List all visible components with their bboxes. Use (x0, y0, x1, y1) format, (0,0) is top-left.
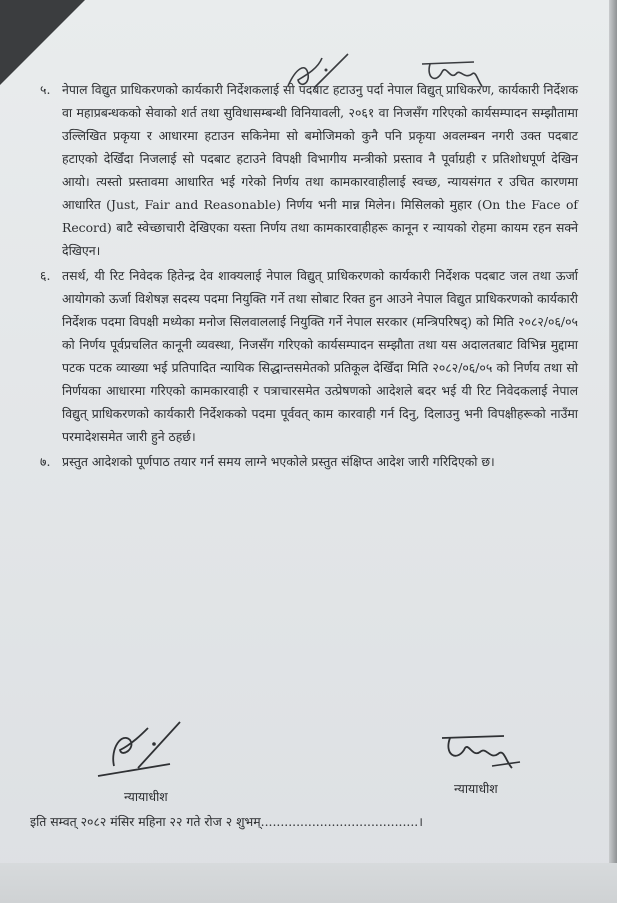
paragraph-7 (40, 450, 578, 473)
closing-line: इति सम्वत् २०८२ मंसिर महिना २२ गते रोज २ शुभम्........................................। (30, 814, 423, 829)
left-judge-label: न्यायाधीश (124, 789, 168, 804)
paragraph-number: ५. (40, 82, 51, 97)
right-judge-signature (438, 728, 528, 784)
paragraph-text: नेपाल विद्युत प्राधिकरणको कार्यकारी निर्देशकलाई सो पदबाट हटाउनु पर्दा नेपाल विद्युत् प्राधिकरण, कार्यकारी निर्देशक वा महाप्रबन्धकको सेवाको शर्त तथा सुविधासम्बन्धी विनियावली, २०६१ वा निजसँग गरिएको कार्यसम्पादन सम्झौतामा उल्लिखित प्रकृया र आधारमा हटाउन सकिनेमा सो बमोजिमको कुनै पनि प्रकृया अवलम्बन नगरी उक्त पदबाट हटाएको देखिँदा निजलाई सो पदबाट हटाउने विपक्षी विभागीय मन्त्रीको प्रस्ताव नै पूर्वाग्रही र प्रतिशोधपूर्ण देखिन आयो। त्यस्तो प्रस्तावमा आधारित भई गरेको निर्णय तथा कामकारवाहीलाई स्वच्छ, न्यायसंगत र उचित कारणमा आधारित (Just, Fair and Reasonable) निर्णय भनी मान्न मिलेन। मिसिलको मुहार (On the Face of Record) बाटै स्वेच्छाचारी देखिएका यस्ता निर्णय तथा कामकारवाहीहरू कानून र न्यायको रोहमा कायम रहन सक्ने देखिएन। (62, 82, 578, 258)
document-body (40, 78, 578, 473)
paragraph-5 (40, 78, 578, 262)
paragraph-text: तसर्थ, यी रिट निवेदक हितेन्द्र देव शाक्यलाई नेपाल विद्युत् प्राधिकरणको कार्यकारी निर्देशक पदबाट जल तथा ऊर्जा आयोगको ऊर्जा विशेषज्ञ सदस्य पदमा नियुक्ति गर्ने तथा सोबाट रिक्त हुन आउने नेपाल विद्युत प्राधिकरणको कार्यकारी निर्देशक पदमा विपक्षी मध्येका मनोज सिलवाललाई नियुक्ति गर्ने नेपाल सरकार (मन्त्रिपरिषद्) को मिति २०८२/०६/०५ को निर्णय पूर्वप्रचलित कानूनी व्यवस्था, निजसँग गरिएको कार्यसम्पादन सम्झौता तथा यस अदालतबाट विभिन्न मुद्दामा पटक पटक व्याख्या भई प्रतिपादित न्यायिक सिद्धान्तसमेतको प्रतिकूल देखिँदा मिति २०८२/०६/०५ को निर्णय तथा सो निर्णयका आधारमा गरिएको कामकारवाही र पत्राचारसमेत उत्प्रेषणको आदेशले बदर भई यी रिट निवेदकलाई नेपाल विद्युत् प्राधिकरणको कार्यकारी निर्देशकको पदमा पूर्ववत् काम कारवाही गर्न दिनु, दिलाउनु भनी विपक्षीहरूको नाउँमा परमादेशसमेत जारी हुने ठहर्छ। (62, 268, 578, 444)
left-judge-signature (92, 718, 192, 788)
page-edge-shadow (609, 0, 617, 903)
page-corner-shadow (0, 0, 85, 85)
paragraph-6 (40, 264, 578, 448)
page-bottom-strip (0, 863, 617, 903)
paragraph-text: प्रस्तुत आदेशको पूर्णपाठ तयार गर्न समय लाग्ने भएकोले प्रस्तुत संक्षिप्त आदेश जारी गरिदिएको छ। (62, 454, 495, 469)
right-judge-label: न्यायाधीश (454, 781, 498, 796)
paragraph-number: ७. (40, 454, 51, 469)
paragraph-number: ६. (40, 268, 51, 283)
